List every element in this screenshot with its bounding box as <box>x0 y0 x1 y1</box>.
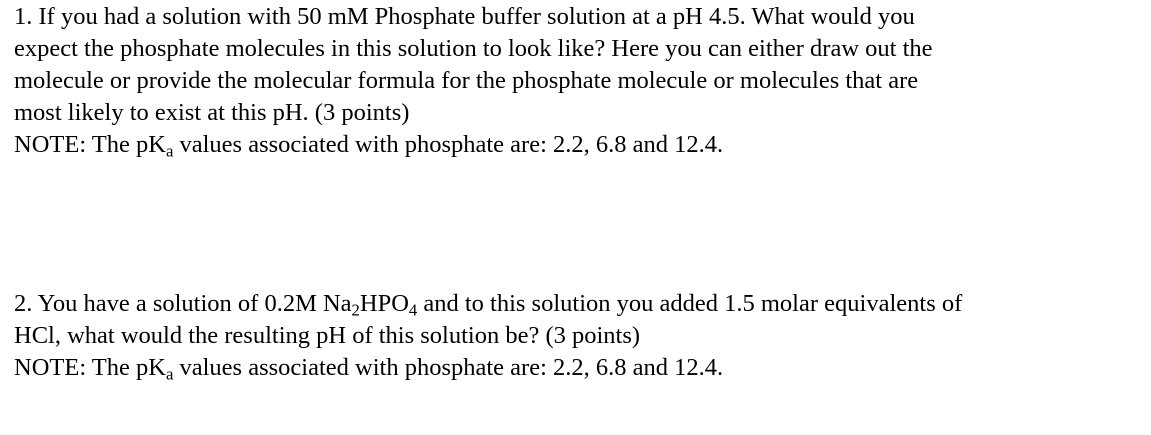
question-2-line-1 <box>14 288 1139 320</box>
question-1-line-3: molecule or provide the molecular formula for the phosphate molecule or molecules that are <box>14 67 919 94</box>
note-suffix: values associated with phosphate are: 2.2, 6.8 and 12.4. <box>173 131 724 158</box>
question-1-line-1: 1. If you had a solution with 50 mM Phosphate buffer solution at a pH 4.5. What would you <box>14 3 915 30</box>
question-2 <box>14 288 1139 384</box>
question-1-note <box>14 129 1139 161</box>
note-subscript: a <box>165 364 174 384</box>
question-2-note <box>14 352 1139 384</box>
formula-subscript-2: 4 <box>408 300 418 320</box>
question-1-line-4: most likely to exist at this pH. (3 points) <box>14 99 410 126</box>
note-subscript: a <box>165 141 174 161</box>
question-1 <box>14 1 1139 161</box>
formula-mid: HPO <box>359 290 409 317</box>
question-1-line-2: expect the phosphate molecules in this solution to look like? Here you can either draw out the <box>14 35 933 62</box>
note-prefix: NOTE: The pK <box>14 354 166 381</box>
formula-subscript-1: 2 <box>351 300 360 320</box>
question-2-line-2: HCl, what would the resulting pH of this solution be? (3 points) <box>14 322 641 349</box>
note-suffix: values associated with phosphate are: 2.2, 6.8 and 12.4. <box>173 354 724 381</box>
line-suffix: and to this solution you added 1.5 molar equivalents of <box>417 290 963 317</box>
line-prefix: 2. You have a solution of 0.2M Na <box>14 290 352 317</box>
note-prefix: NOTE: The pK <box>14 131 166 158</box>
